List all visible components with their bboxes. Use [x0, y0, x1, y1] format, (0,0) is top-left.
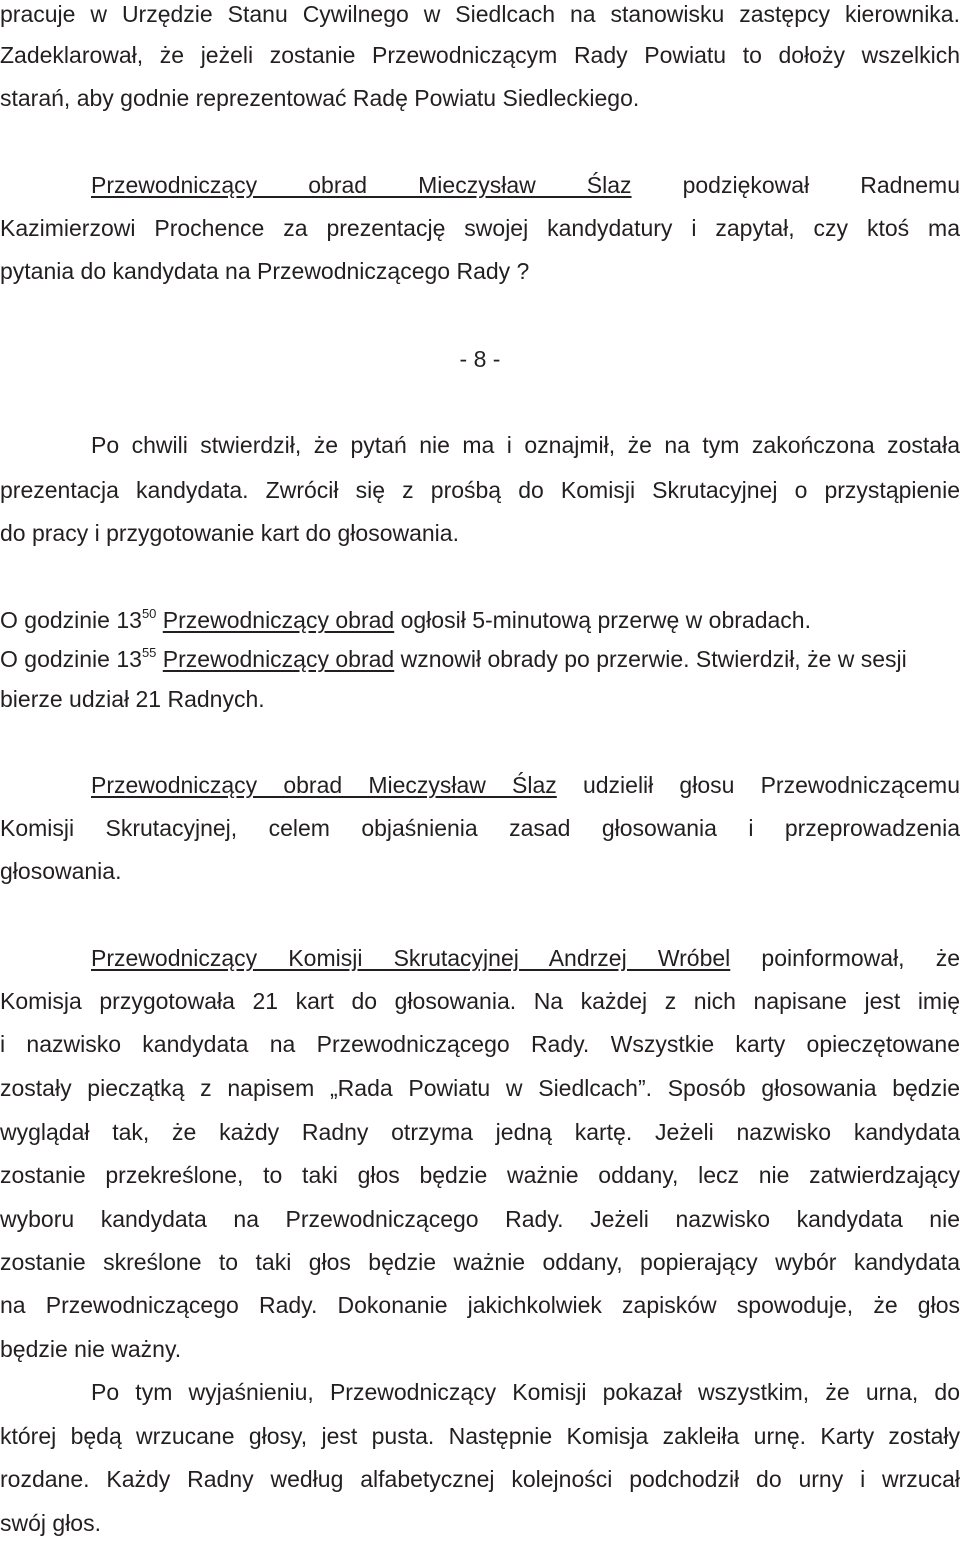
resume-announcement: O godzinie $13^{55}$ Przewodniczący obrad wznowił obrady po przerwie. Stwierdził, że w sesji [0, 645, 907, 672]
text-line: Kazimierzowi Prochence za prezentację swojej kandydatury i zapytał, czy ktoś ma [0, 215, 960, 241]
break-announcement: O godzinie $13^{50}$ Przewodniczący obrad ogłosił 5-minutową przerwę w obradach. [0, 606, 811, 633]
speaker-name: Przewodniczący obrad [162, 607, 395, 633]
text-line: głosowania. [0, 858, 122, 884]
text-line: której będą wrzucane głosy, jest pusta. Następnie Komisja zakleiła urnę. Karty zostały [0, 1423, 960, 1449]
speaker-name: Przewodniczący obrad [162, 646, 395, 672]
speaker-name: Przewodniczący obrad Mieczysław Ślaz [91, 772, 557, 798]
text-line: będzie nie ważny. [0, 1336, 182, 1362]
text-line: Zadeklarował, że jeżeli zostanie Przewodniczącym Rady Powiatu to dołoży wszelkich [0, 42, 960, 68]
paragraph-first-line: Po tym wyjaśnieniu, Przewodniczący Komisji pokazał wszystkim, że urna, do [91, 1379, 960, 1405]
text-line: zostanie przekreślone, to taki głos będzie ważnie oddany, lecz nie zatwierdzający [0, 1162, 960, 1188]
text-line: i nazwisko kandydata na Przewodniczącego Rady. Wszystkie karty opieczętowane [0, 1031, 960, 1057]
paragraph-first-line: Przewodniczący obrad Mieczysław Ślaz podziękował Radnemu [91, 172, 960, 198]
text-line: starań, aby godnie reprezentować Radę Powiatu Siedleckiego. [0, 85, 640, 111]
text-line: zostały pieczątką z napisem „Rada Powiatu w Siedlcach”. Sposób głosowania będzie [0, 1075, 960, 1101]
paragraph-first-line: Po chwili stwierdził, że pytań nie ma i oznajmił, że na tym zakończona została [91, 432, 960, 458]
time-minutes: 55 [141, 645, 157, 660]
text-line: wyglądał tak, że każdy Radny otrzyma jedną kartę. Jeżeli nazwisko kandydata [0, 1119, 960, 1145]
text-line: prezentacja kandydata. Zwrócił się z prośbą do Komisji Skrutacyjnej o przystąpienie [0, 477, 960, 503]
text-line: do pracy i przygotowanie kart do głosowania. [0, 520, 459, 546]
paragraph-first-line: Przewodniczący Komisji Skrutacyjnej Andrzej Wróbel poinformował, że [91, 945, 960, 971]
time-minutes: 50 [141, 606, 157, 621]
text-line: Komisji Skrutacyjnej, celem objaśnienia zasad głosowania i przeprowadzenia [0, 815, 960, 841]
text-line: wyboru kandydata na Przewodniczącego Rady. Jeżeli nazwisko kandydata nie [0, 1206, 960, 1232]
text-line: swój głos. [0, 1510, 101, 1536]
paragraph-first-line: Przewodniczący obrad Mieczysław Ślaz udzielił głosu Przewodniczącemu [91, 772, 960, 798]
page-number: - 8 - [459, 346, 501, 372]
text-line: Komisja przygotowała 21 kart do głosowania. Na każdej z nich napisane jest imię [0, 988, 960, 1014]
text-line: pytania do kandydata na Przewodniczącego Rady ? [0, 258, 530, 284]
text-line: bierze udział 21 Radnych. [0, 686, 265, 712]
text-line: rozdane. Każdy Radny według alfabetycznej kolejności podchodził do urny i wrzucał [0, 1466, 960, 1492]
text-line: zostanie skreślone to taki głos będzie ważnie oddany, popierający wybór kandydata [0, 1249, 960, 1275]
speaker-name: Przewodniczący Komisji Skrutacyjnej Andrzej Wróbel [91, 945, 731, 971]
text-line: na Przewodniczącego Rady. Dokonanie jakichkolwiek zapisków spowoduje, że głos [0, 1292, 960, 1318]
text-line: pracuje w Urzędzie Stanu Cywilnego w Siedlcach na stanowisku zastępcy kierownika. [0, 1, 960, 27]
speaker-name: Przewodniczący obrad Mieczysław Ślaz [91, 172, 632, 198]
